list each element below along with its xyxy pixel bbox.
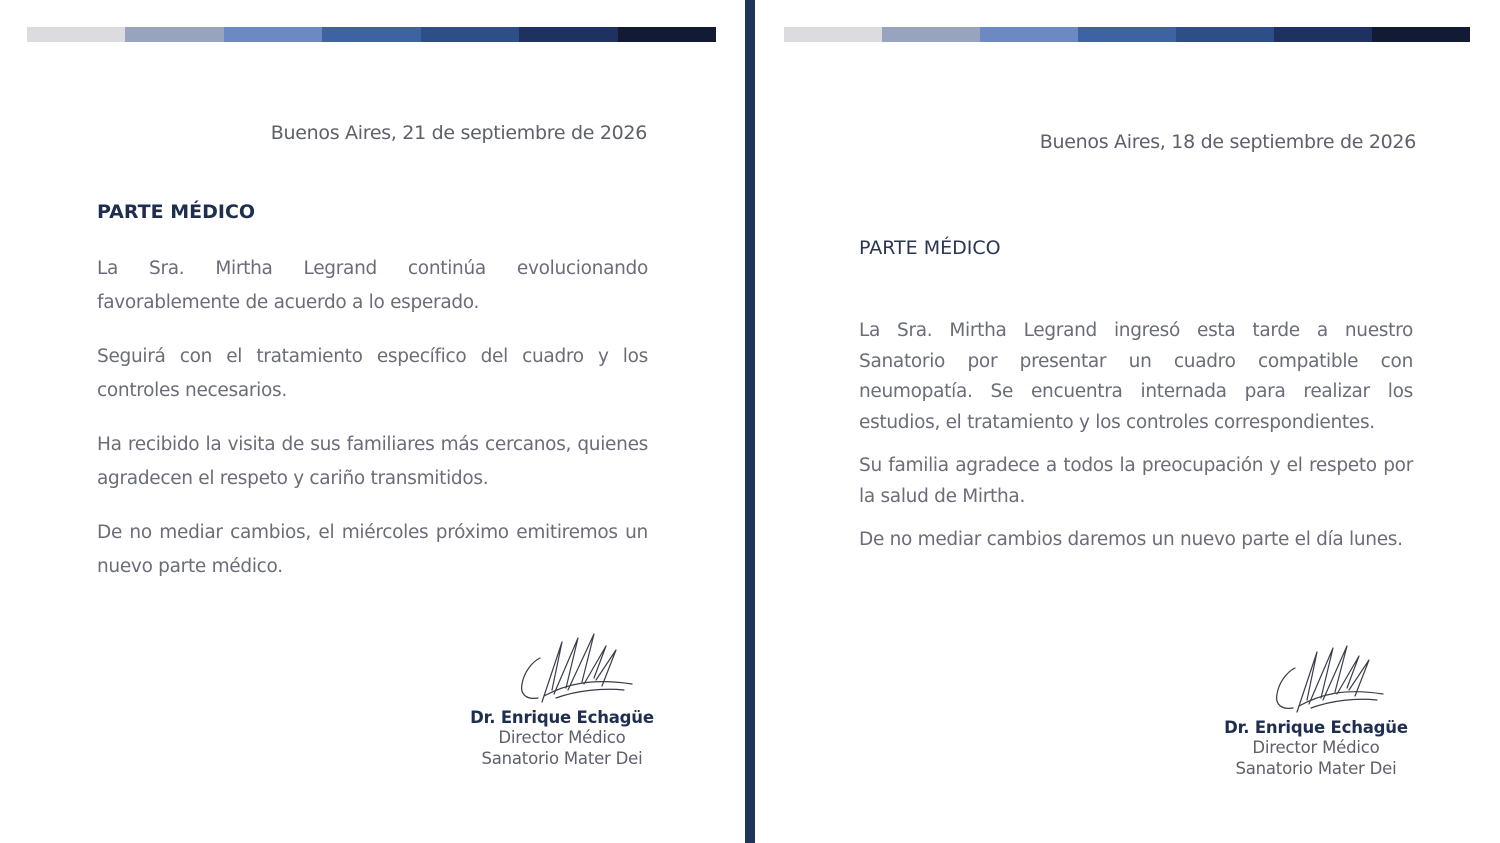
header-color-stripe	[784, 27, 1470, 42]
report-paragraph: De no mediar cambios daremos un nuevo parte el día lunes.	[859, 529, 1403, 550]
report-paragraph: La Sra. Mirtha Legrand ingresó esta tarde a nuestro Sanatorio por presentar un cuadro compatible con neumopatía. Se encuentra internada para realizar los estudios, el tratamiento y los controles correspondientes.	[859, 320, 1413, 433]
stripe-segment	[322, 27, 420, 42]
signature-block	[462, 628, 662, 769]
report-paragraph: La Sra. Mirtha Legrand continúa evolucionando favorablemente de acuerdo a lo esperado.	[97, 258, 648, 313]
handwritten-signature	[1241, 640, 1391, 716]
stripe-segment	[980, 27, 1078, 42]
stripe-segment	[519, 27, 617, 42]
signatory-role: Director Médico	[1252, 738, 1380, 757]
stripe-segment	[421, 27, 519, 42]
stripe-segment	[1274, 27, 1372, 42]
report-date: Buenos Aires, 18 de septiembre de 2026	[1039, 131, 1416, 153]
report-paragraph: Seguirá con el tratamiento específico del cuadro y los controles necesarios.	[97, 346, 648, 401]
signatory-institution: Sanatorio Mater Dei	[481, 749, 643, 768]
stripe-segment	[1372, 27, 1470, 42]
stripe-segment	[27, 27, 125, 42]
signatory-name: Dr. Enrique Echagüe	[1224, 718, 1408, 737]
medical-report-page-left	[0, 0, 745, 843]
signature-block	[1218, 640, 1414, 779]
page-divider	[745, 0, 755, 843]
stripe-segment	[618, 27, 716, 42]
report-paragraph: De no mediar cambios, el miércoles próximo emitiremos un nuevo parte médico.	[97, 522, 648, 577]
stripe-segment	[1078, 27, 1176, 42]
stripe-segment	[1176, 27, 1274, 42]
stripe-segment	[125, 27, 223, 42]
stripe-segment	[784, 27, 882, 42]
handwritten-signature	[482, 628, 642, 706]
report-body	[859, 316, 1413, 569]
report-title: PARTE MÉDICO	[97, 201, 256, 223]
report-date: Buenos Aires, 21 de septiembre de 2026	[270, 122, 647, 144]
medical-report-page-right	[755, 0, 1500, 843]
signatory-name: Dr. Enrique Echagüe	[470, 708, 654, 727]
stripe-segment	[224, 27, 322, 42]
report-body	[97, 252, 648, 604]
report-paragraph: Su familia agradece a todos la preocupación y el respeto por la salud de Mirtha.	[859, 455, 1413, 507]
stripe-segment	[882, 27, 980, 42]
signatory-role: Director Médico	[498, 728, 626, 747]
signatory-institution: Sanatorio Mater Dei	[1235, 759, 1397, 778]
report-paragraph: Ha recibido la visita de sus familiares más cercanos, quienes agradecen el respeto y cariño transmitidos.	[97, 434, 648, 489]
report-title: PARTE MÉDICO	[859, 237, 1001, 259]
header-color-stripe	[27, 27, 716, 42]
